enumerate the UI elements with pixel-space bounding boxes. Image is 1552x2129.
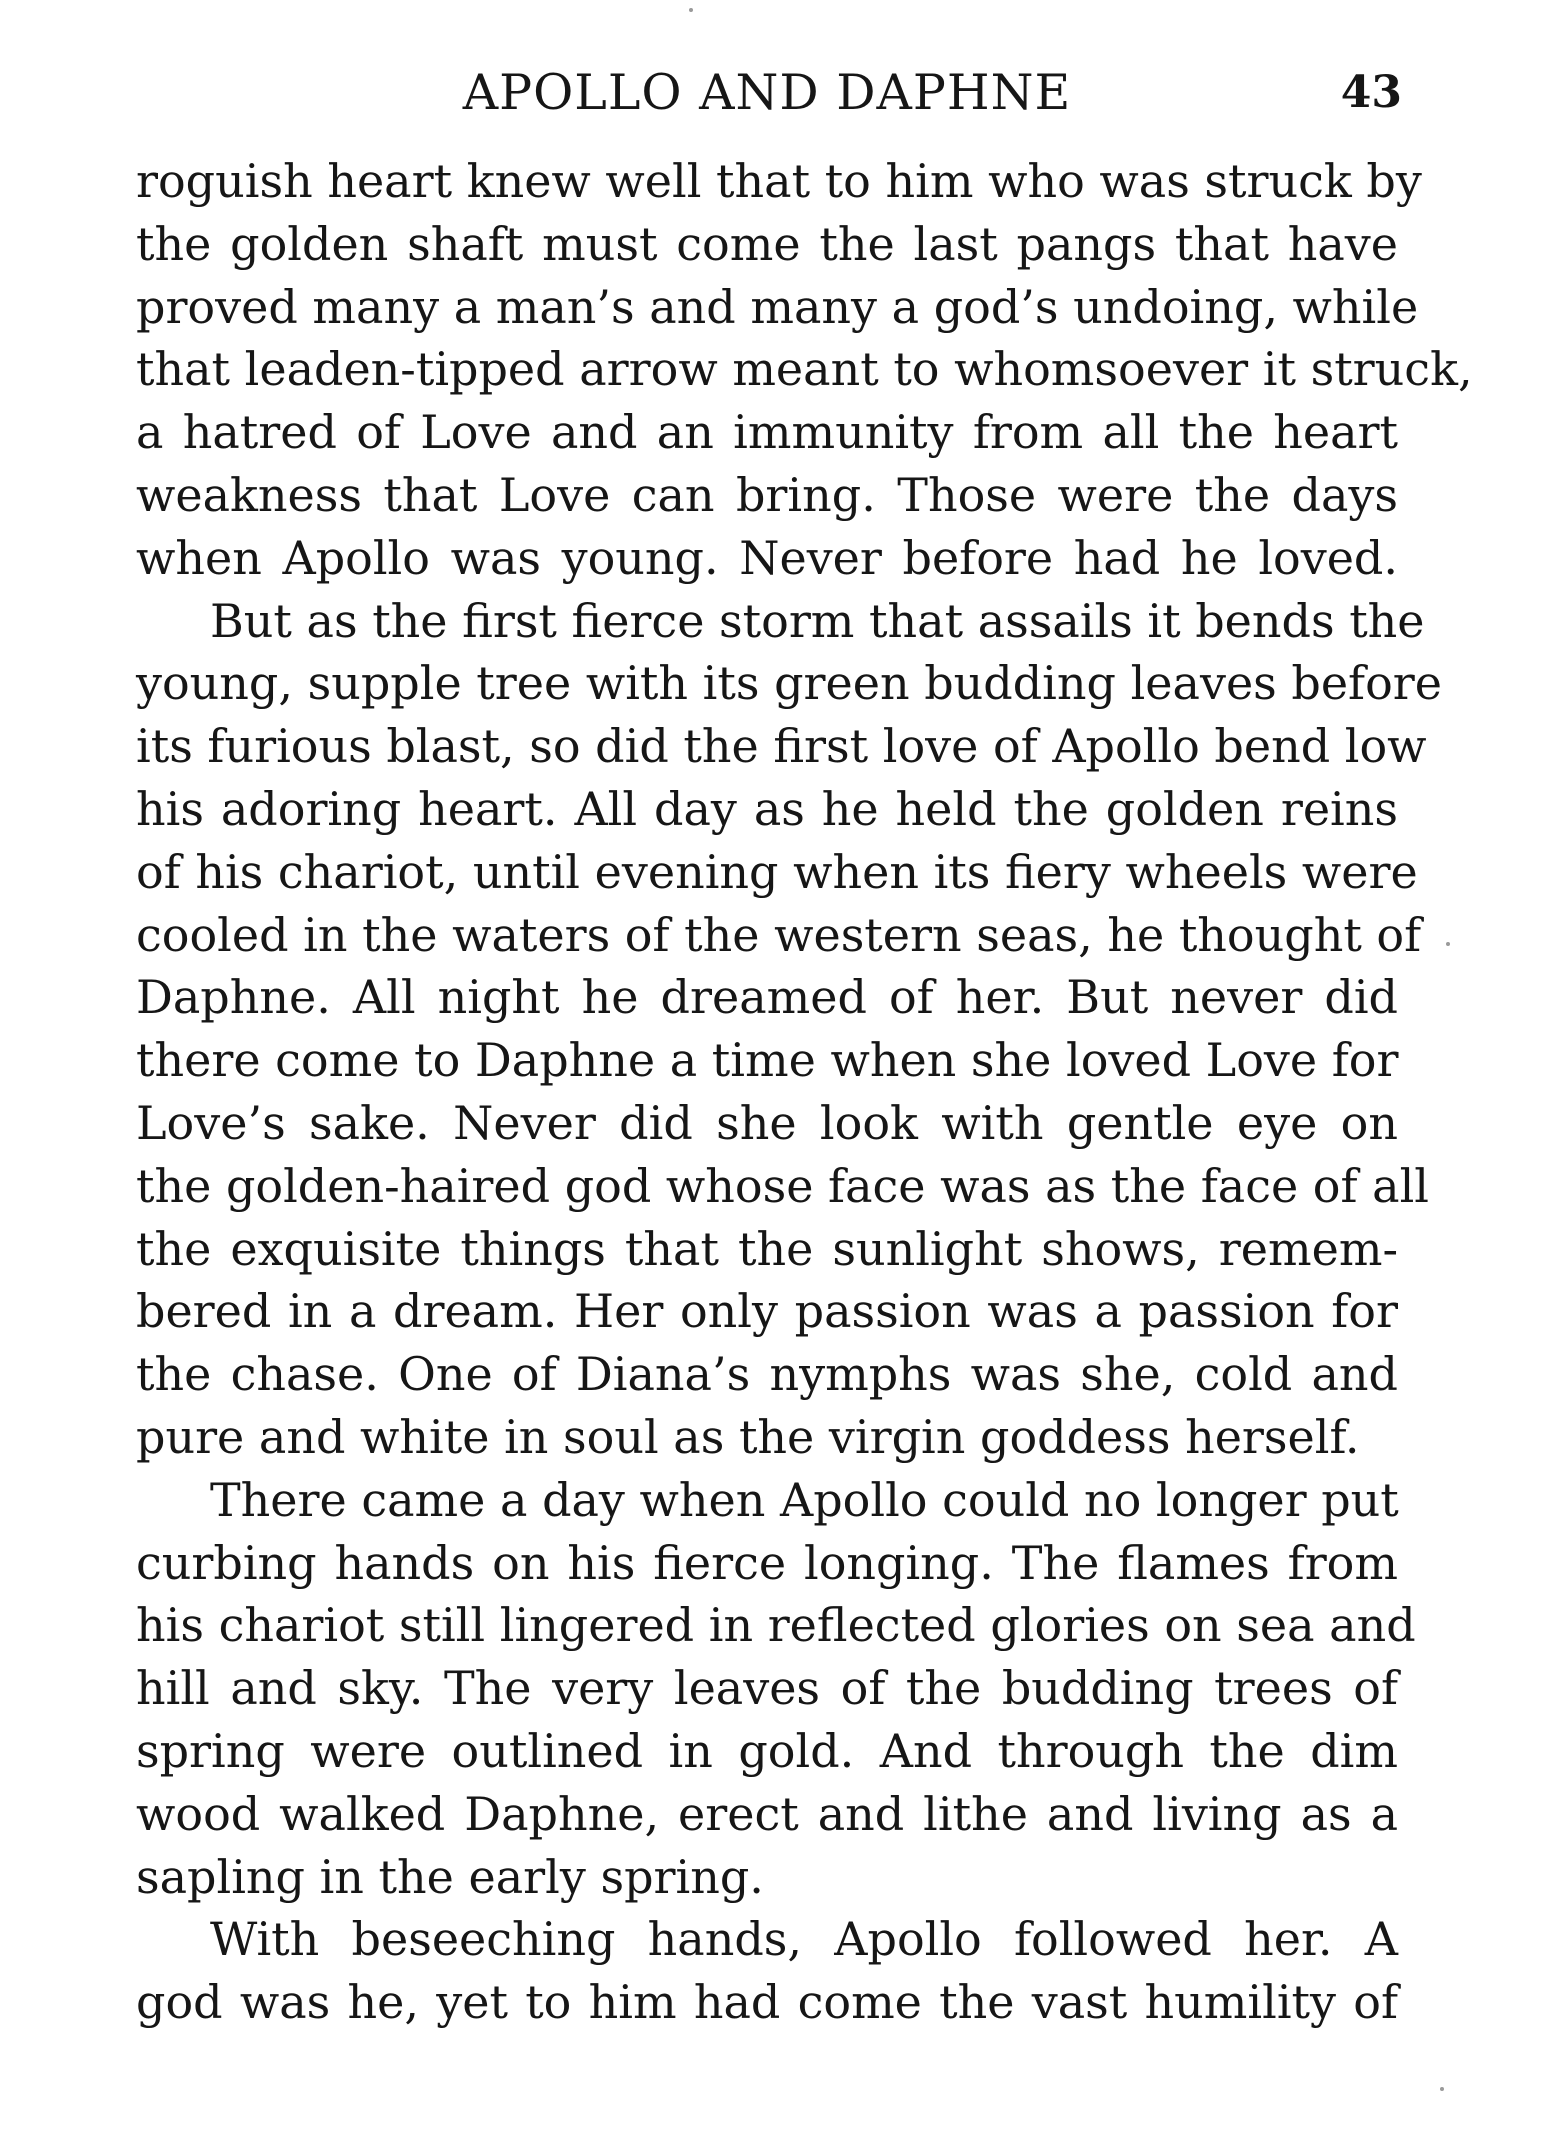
text-line: roguish heart knew well that to him who was struck by [136, 154, 1422, 208]
text-line: weakness that Love can bring. Those were the days [136, 467, 1398, 522]
text-line: proved many a man’s and many a god’s undoing, while [136, 279, 1419, 334]
text-line: There came a day when Apollo could no longer put [210, 1472, 1399, 1527]
body-text [136, 150, 1473, 2034]
text-line: Daphne. All night he dreamed of her. But never did [136, 970, 1398, 1025]
text-line: of his chariot, until evening when its fiery wheels were [136, 844, 1418, 899]
text-line: young, supple tree with its green budding leaves before [136, 656, 1442, 711]
text-line: the golden-haired god whose face was as the face of all [136, 1158, 1429, 1213]
running-head [136, 58, 1402, 128]
text-line: sapling in the early spring. [136, 1849, 764, 1904]
text-line: curbing hands on his fierce longing. The flames from [136, 1535, 1398, 1590]
text-line: the exquisite things that the sunlight shows, remem- [136, 1221, 1398, 1276]
scan-speck [689, 8, 693, 12]
text-line: With beseeching hands, Apollo followed her. A [210, 1912, 1398, 1967]
text-line: a hatred of Love and an immunity from all the heart [136, 405, 1398, 460]
text-line: cooled in the waters of the western seas, he thought of [136, 907, 1422, 962]
text-line: there come to Daphne a time when she loved Love for [136, 1033, 1399, 1088]
text-line: god was he, yet to him had come the vast humility of [136, 1975, 1398, 2030]
text-line: that leaden-tipped arrow meant to whomsoever it struck, [136, 342, 1473, 397]
running-title: APOLLO AND DAPHNE [462, 64, 1072, 121]
text-line: his chariot still lingered in reflected glories on sea and [136, 1598, 1416, 1653]
paragraph [136, 1908, 1398, 2034]
text-line: bered in a dream. Her only passion was a passion for [136, 1284, 1398, 1339]
text-line: the chase. One of Diana’s nymphs was she, cold and [136, 1347, 1398, 1402]
scan-speck [1446, 942, 1450, 946]
page-number: 43 [1340, 67, 1402, 118]
text-line: spring were outlined in gold. And through the dim [136, 1723, 1398, 1778]
text-line: wood walked Daphne, erect and lithe and living as a [136, 1786, 1398, 1841]
text-line: hill and sky. The very leaves of the budding trees of [136, 1661, 1398, 1716]
scan-speck [1440, 2087, 1444, 2091]
text-line: pure and white in soul as the virgin goddess herself. [136, 1409, 1360, 1464]
text-line: But as the first fierce storm that assails it bends the [210, 593, 1425, 648]
text-line: his adoring heart. All day as he held the golden reins [136, 781, 1398, 836]
text-line: the golden shaft must come the last pangs that have [136, 216, 1398, 271]
text-line: its furious blast, so did the first love of Apollo bend low [136, 719, 1427, 774]
paragraph [136, 150, 1473, 590]
text-line: when Apollo was young. Never before had he loved. [136, 530, 1398, 585]
text-line: Love’s sake. Never did she look with gentle eye on [136, 1095, 1398, 1150]
paragraph [136, 1469, 1416, 1909]
paragraph [136, 590, 1442, 1469]
